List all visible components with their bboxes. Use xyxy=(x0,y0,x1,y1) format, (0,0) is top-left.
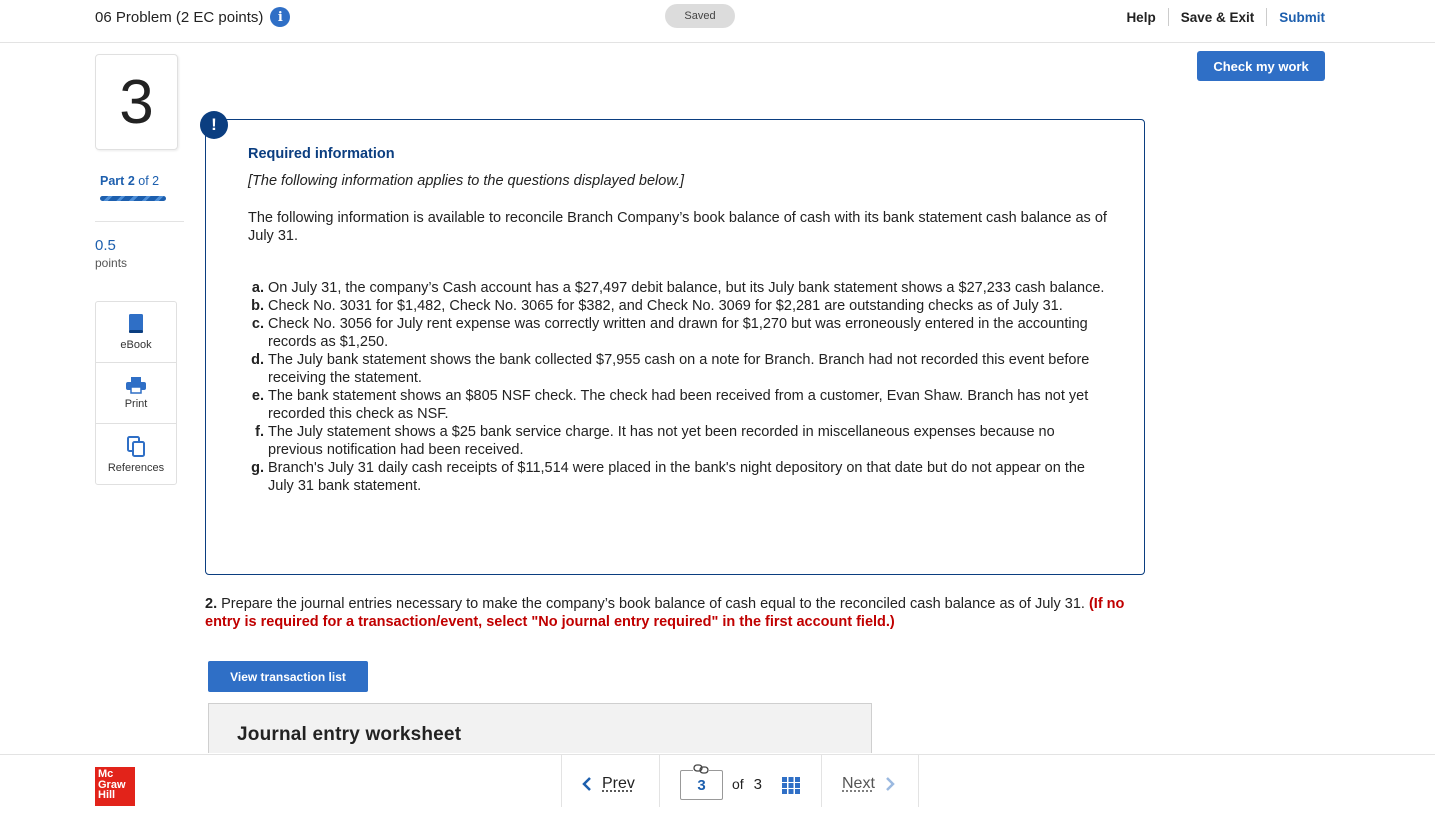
total-pages: 3 xyxy=(753,776,762,793)
points-value: 0.5 xyxy=(95,237,116,254)
help-link[interactable]: Help xyxy=(1126,9,1156,25)
question-text: Prepare the journal entries necessary to make the company’s book balance of cash equal to the reconciled cash balance as of July 31. xyxy=(221,596,1085,612)
divider xyxy=(95,221,184,222)
list-item xyxy=(248,315,1108,351)
item-letter: f. xyxy=(255,424,264,440)
submit-link[interactable]: Submit xyxy=(1279,9,1325,25)
logo-line: Hill xyxy=(98,789,116,801)
printer-icon xyxy=(125,376,147,394)
worksheet-title: Journal entry worksheet xyxy=(237,724,462,745)
print-label: Print xyxy=(124,398,148,410)
required-info-panel xyxy=(205,119,1145,575)
item-letter: d. xyxy=(251,352,264,368)
item-letter: b. xyxy=(251,298,264,314)
saved-status-badge: Saved xyxy=(665,4,735,28)
mcgraw-hill-logo xyxy=(95,767,135,806)
item-text: The July statement shows a $25 bank service charge. It has not yet been recorded in miscellaneous expenses because no previous notification had been received. xyxy=(268,424,1055,458)
info-list xyxy=(248,279,1108,495)
assignment-title: 06 Problem (2 EC points) xyxy=(95,8,264,26)
item-letter: e. xyxy=(251,388,264,404)
prev-label: Prev xyxy=(602,775,635,792)
references-label: References xyxy=(107,461,165,474)
pagination xyxy=(561,755,919,807)
item-text: On July 31, the company’s Cash account has a $27,497 debit balance, but its July bank statement shows a $27,233 cash balance. xyxy=(268,280,1105,296)
part-progress-bar xyxy=(100,196,166,201)
logo-line: Graw xyxy=(98,778,126,791)
question-instruction: (If no entry is required for a transaction/event, select "No journal entry required" in the first account field.) xyxy=(205,596,1125,630)
logo-line: Mc xyxy=(98,768,114,780)
item-text: The July bank statement shows the bank collected $7,955 cash on a note for Branch. Branch had not recorded this event before receiving the statement. xyxy=(268,352,1090,386)
chevron-right-icon xyxy=(885,777,895,791)
next-button[interactable] xyxy=(842,775,895,793)
view-transaction-list-button[interactable]: View transaction list xyxy=(208,661,368,692)
item-letter: a. xyxy=(251,280,264,296)
copy-icon xyxy=(126,436,146,458)
list-item xyxy=(248,459,1108,495)
question-part-number: 2. xyxy=(205,596,218,612)
points-label: points xyxy=(95,256,128,270)
next-label: Next xyxy=(842,775,875,792)
item-text: The bank statement shows an $805 NSF check. The check had been received from a customer, Evan Shaw. Branch has not yet recorded this check as NSF. xyxy=(268,388,1089,422)
footer xyxy=(0,754,1435,813)
list-item xyxy=(248,297,1108,315)
ebook-button[interactable] xyxy=(96,302,176,363)
assignment-title-group xyxy=(95,7,290,27)
part-total: of 2 xyxy=(138,174,160,188)
list-item xyxy=(248,423,1108,459)
required-info-heading: Required information xyxy=(248,146,395,162)
part-label: Part xyxy=(100,174,125,188)
item-text: Branch's July 31 daily cash receipts of $11,514 were placed in the bank's night depository on that date but do not appear on the July 31 bank statement. xyxy=(268,460,1085,494)
journal-entry-worksheet xyxy=(208,703,872,753)
references-button[interactable] xyxy=(96,424,176,485)
divider xyxy=(659,755,660,807)
resource-tools xyxy=(95,301,177,485)
part-current: 2 xyxy=(127,174,135,188)
chevron-left-icon xyxy=(582,777,592,791)
list-item xyxy=(248,279,1108,297)
item-letter: g. xyxy=(251,460,264,476)
list-item xyxy=(248,387,1108,423)
of-label: of xyxy=(732,776,744,792)
part-indicator xyxy=(100,174,159,188)
question-prompt xyxy=(205,595,1145,631)
book-icon xyxy=(127,313,145,335)
print-button[interactable] xyxy=(96,363,176,424)
alert-icon: ! xyxy=(200,111,228,139)
info-icon[interactable]: i xyxy=(270,7,290,27)
info-note: [The following information applies to the questions displayed below.] xyxy=(248,173,685,189)
save-exit-link[interactable]: Save & Exit xyxy=(1180,9,1255,25)
page-number-box[interactable]: 3 xyxy=(680,770,723,800)
item-text: Check No. 3056 for July rent expense was correctly written and drawn for $1,270 but was erroneously entered in the accounting records as $1,250. xyxy=(268,316,1088,350)
check-my-work-button[interactable]: Check my work xyxy=(1197,51,1325,81)
page-total xyxy=(732,776,762,793)
info-intro: The following information is available to reconcile Branch Company’s book balance of cash with its bank statement cash balance as of July 31. xyxy=(248,210,1107,244)
top-bar xyxy=(0,0,1435,43)
item-text: Check No. 3031 for $1,482, Check No. 3065 for $382, and Check No. 3069 for $2,281 are outstanding checks as of July 31. xyxy=(268,298,1063,314)
grid-icon[interactable] xyxy=(782,777,800,794)
divider xyxy=(821,755,822,807)
link-icon xyxy=(693,764,709,774)
question-number: 3 xyxy=(95,54,178,150)
ebook-label: eBook xyxy=(120,339,152,351)
top-nav xyxy=(1114,8,1325,26)
item-letter: c. xyxy=(251,316,264,332)
list-item xyxy=(248,351,1108,387)
prev-button[interactable] xyxy=(582,775,635,793)
